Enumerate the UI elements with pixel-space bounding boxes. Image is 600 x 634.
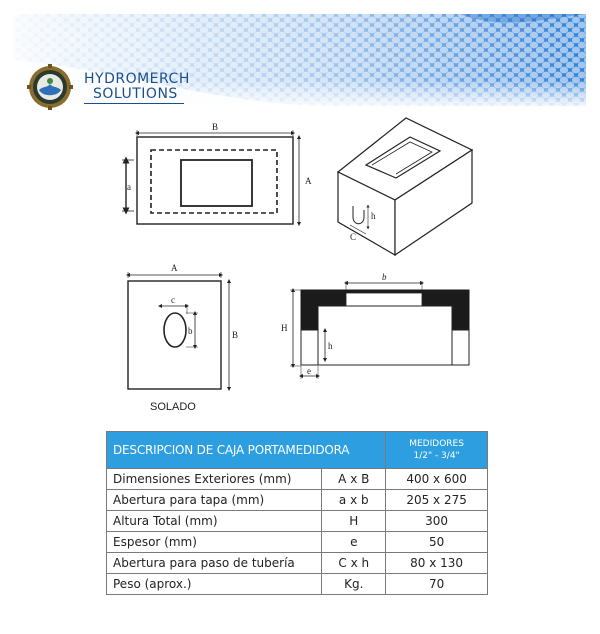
row-label: Altura Total (mm) — [107, 511, 322, 532]
row-symbol: C x h — [322, 553, 386, 574]
header-meters-title: MEDIDORES — [409, 439, 464, 449]
table-row — [107, 574, 488, 595]
section-label-e: e — [307, 366, 311, 376]
row-value: 300 — [386, 511, 488, 532]
table-header-row — [107, 432, 488, 469]
top-view-label-A: A — [305, 176, 312, 186]
iso-view-label-h: h — [371, 211, 376, 221]
row-value: 70 — [386, 574, 488, 595]
isometric-view-drawing — [338, 118, 472, 255]
row-label: Abertura para tapa (mm) — [107, 490, 322, 511]
top-view-label-a: a — [127, 182, 131, 192]
technical-drawings — [0, 110, 600, 420]
row-symbol: Kg. — [322, 574, 386, 595]
section-label-b: b — [382, 272, 387, 282]
company-logo-icon — [27, 64, 73, 110]
row-symbol: H — [322, 511, 386, 532]
row-value: 80 x 130 — [386, 553, 488, 574]
iso-view-label-C: C — [350, 232, 357, 242]
row-symbol: A x B — [322, 469, 386, 490]
brand-name — [84, 72, 190, 102]
row-label: Abertura para paso de tubería — [107, 553, 322, 574]
section-view-drawing — [281, 272, 469, 379]
top-view-label-B: B — [212, 122, 219, 132]
base-view-label-B: B — [232, 330, 239, 340]
row-symbol: e — [322, 532, 386, 553]
section-label-H: H — [281, 323, 288, 333]
row-value: 205 x 275 — [386, 490, 488, 511]
brand-underline — [84, 103, 184, 104]
table-row — [107, 490, 488, 511]
row-value: 400 x 600 — [386, 469, 488, 490]
base-view-label-c: c — [171, 295, 175, 305]
row-label: Espesor (mm) — [107, 532, 322, 553]
table-row — [107, 553, 488, 574]
header-description: DESCRIPCION DE CAJA PORTAMEDIDORA — [107, 432, 386, 469]
header-meters-sizes: 1/2" - 3/4" — [413, 451, 460, 461]
row-label: Peso (aprox.) — [107, 574, 322, 595]
row-value: 50 — [386, 532, 488, 553]
table-row — [107, 469, 488, 490]
section-label-h: h — [328, 341, 333, 351]
brand-line-2: SOLUTIONS — [93, 86, 178, 102]
base-view-drawing — [128, 263, 238, 389]
spec-table — [106, 431, 488, 595]
brand-line-1: HYDROMERCH — [84, 71, 190, 87]
header-meters — [386, 432, 488, 469]
top-view-drawing — [122, 122, 312, 224]
base-view-caption: SOLADO — [150, 401, 196, 413]
base-view-label-A: A — [171, 263, 178, 273]
row-symbol: a x b — [322, 490, 386, 511]
table-row — [107, 532, 488, 553]
row-label: Dimensiones Exteriores (mm) — [107, 469, 322, 490]
base-view-label-b: b — [188, 326, 193, 336]
table-row — [107, 511, 488, 532]
